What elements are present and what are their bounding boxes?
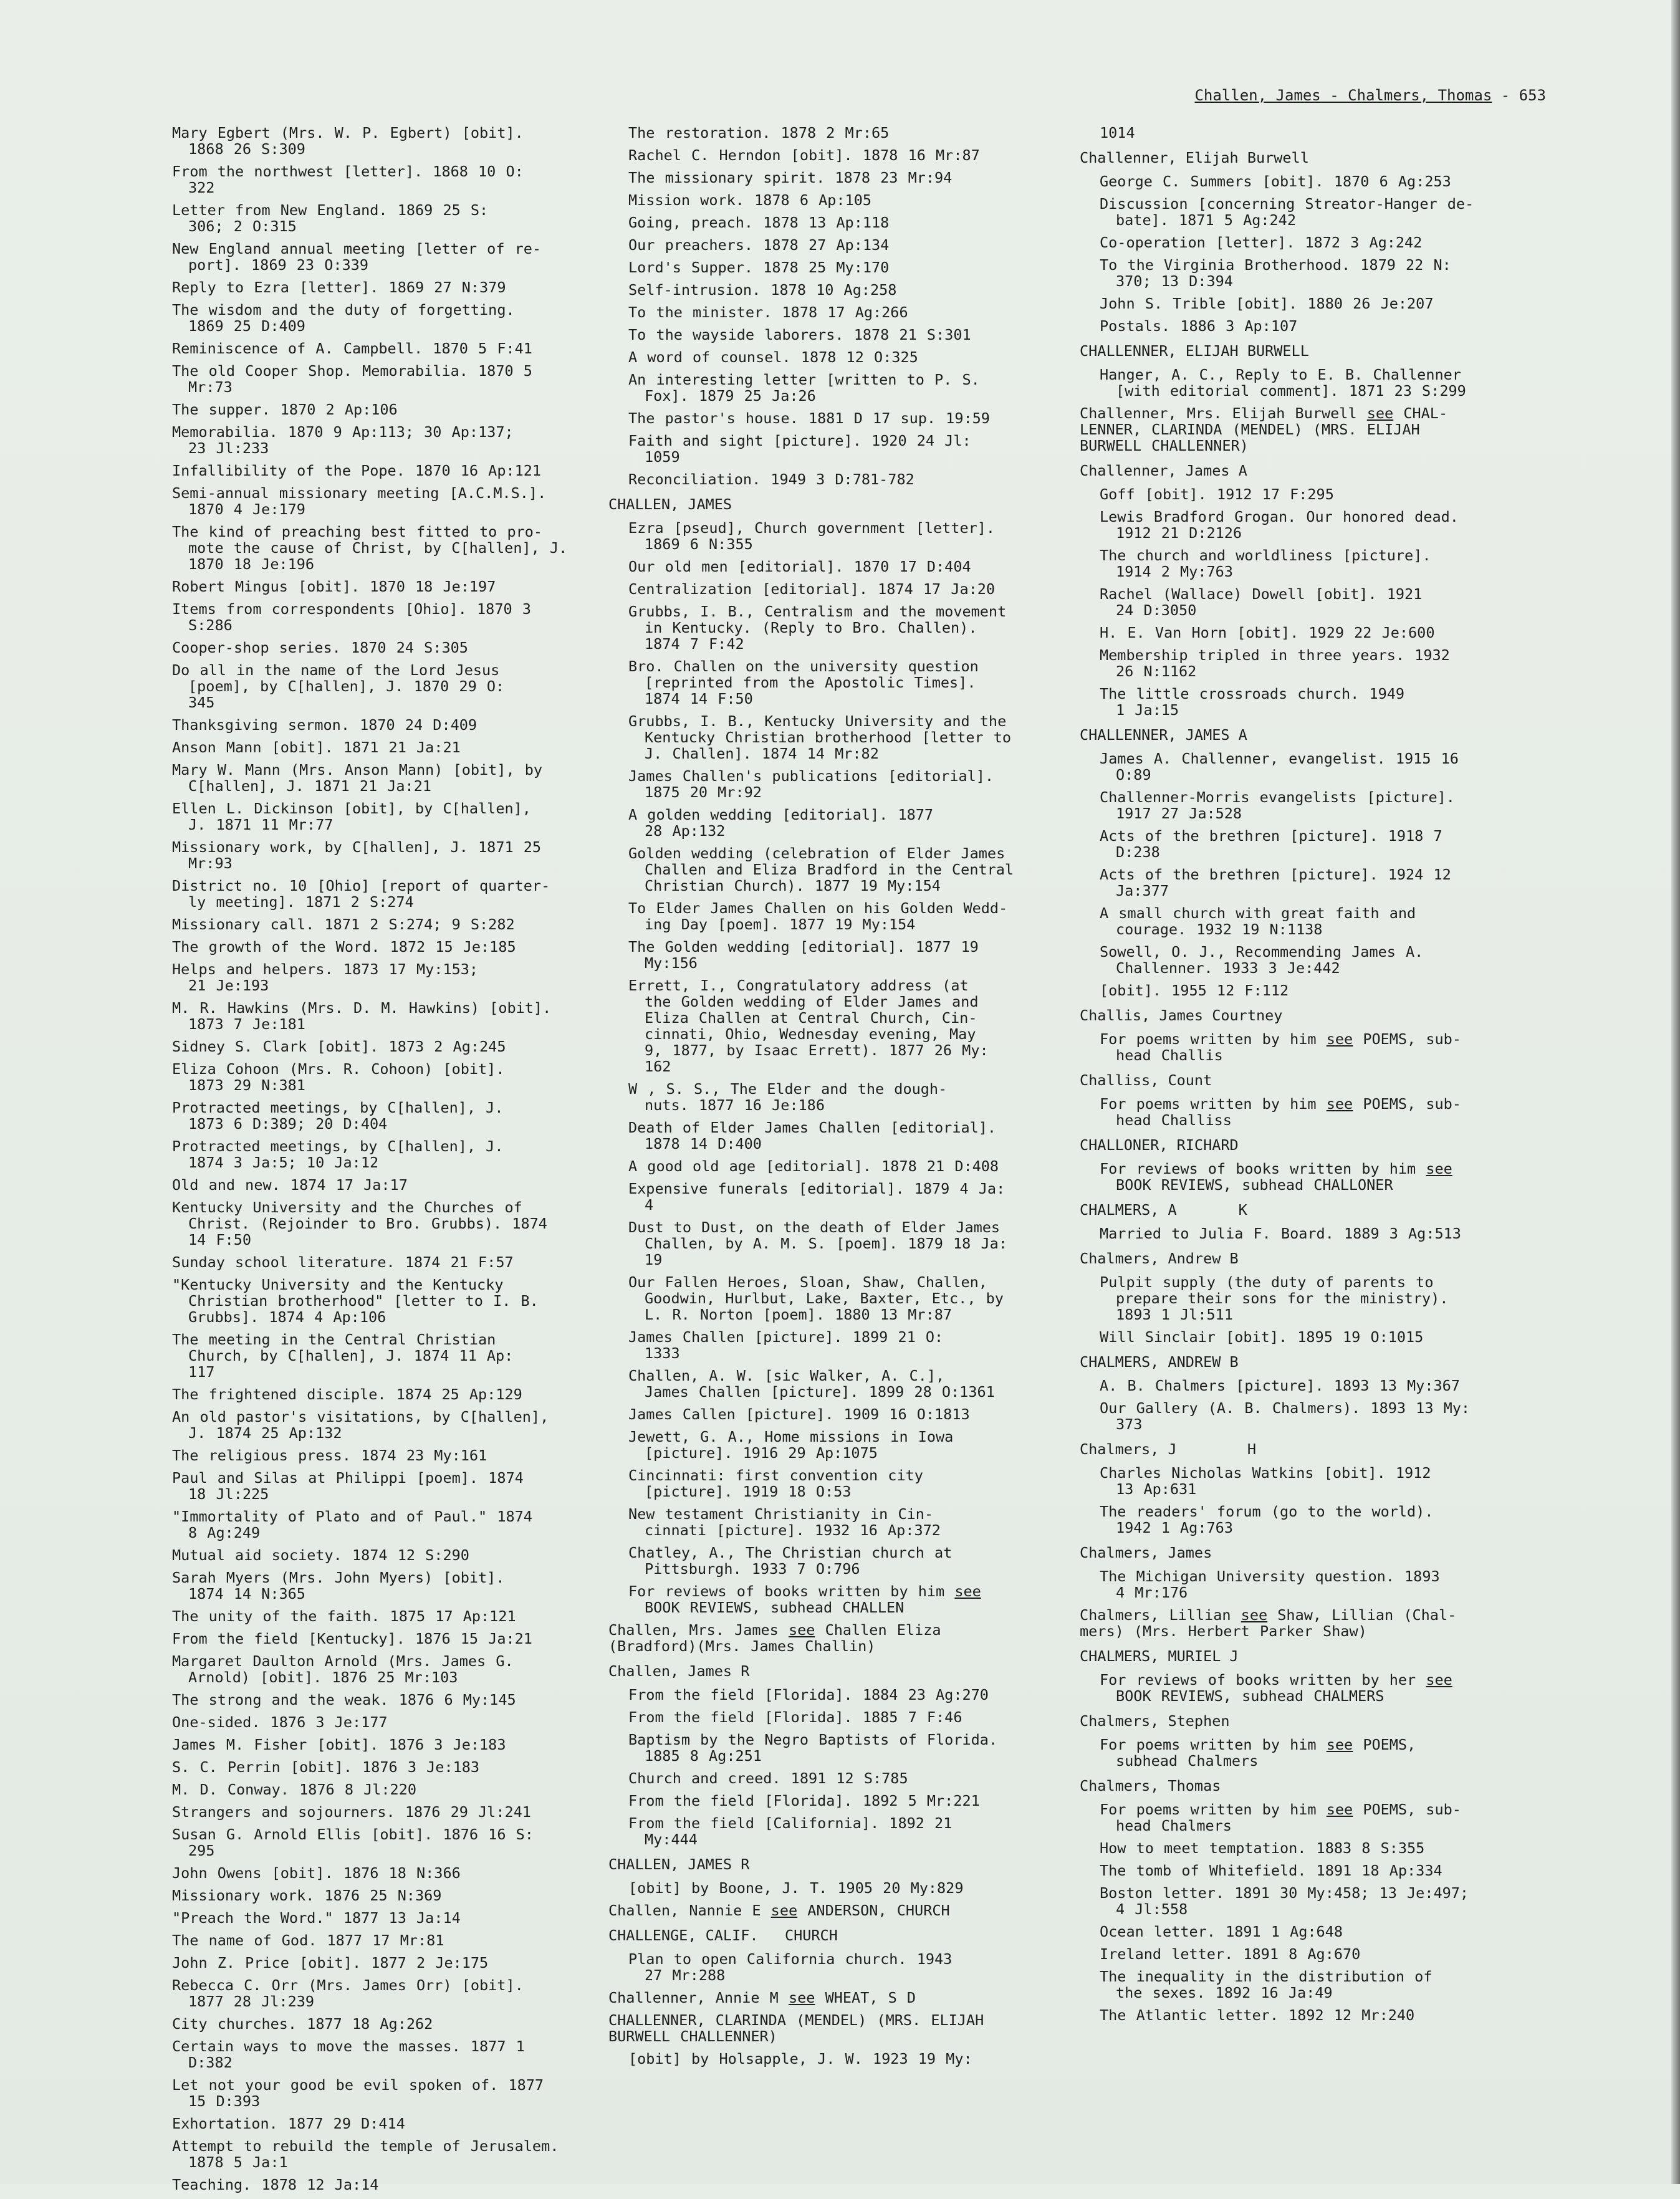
index-entry: Hanger, A. C., Reply to E. B. Challenner [with editorial comment]. 1871 23 S:299 <box>1100 366 1466 400</box>
index-entry: From the northwest [letter]. 1868 10 O: 322 <box>172 163 524 196</box>
index-entry: Going, preach. 1878 13 Ap:118 <box>628 214 890 231</box>
index-entry: M. D. Conway. 1876 8 Jl:220 <box>172 1781 417 1798</box>
running-head-separator: - <box>1492 87 1519 104</box>
index-entry: John Z. Price [obit]. 1877 2 Je:175 <box>172 1954 489 1971</box>
index-entry: Discussion [concerning Streator-Hanger de- bate]. 1871 5 Ag:242 <box>1100 195 1474 229</box>
index-entry: The meeting in the Central Christian Church, by C[hallen], J. 1874 11 Ap: 117 <box>172 1331 514 1381</box>
see-reference <box>1080 1096 1497 1128</box>
index-entry: Mutual aid society. 1874 12 S:290 <box>172 1546 469 1564</box>
index-entry: Jewett, G. A., Home missions in Iowa [picture]. 1916 29 Ap:1075 <box>628 1428 954 1462</box>
entry-list <box>608 125 1026 487</box>
index-entry: The religious press. 1874 23 My:161 <box>172 1447 487 1464</box>
heading-challen-james: CHALLEN, JAMES <box>608 496 732 513</box>
heading-challoner-richard: CHALLONER, RICHARD <box>1080 1136 1239 1154</box>
index-entry: A good old age [editorial]. 1878 21 D:408 <box>628 1157 999 1175</box>
index-entry: From the field [Kentucky]. 1876 15 Ja:21 <box>172 1630 532 1647</box>
index-entry: Lord's Supper. 1878 25 My:170 <box>628 259 890 276</box>
index-entry: City churches. 1877 18 Ag:262 <box>172 2015 433 2033</box>
index-entry: A word of counsel. 1878 12 O:325 <box>628 348 918 366</box>
index-entry: Items from correspondents [Ohio]. 1870 3 S:286 <box>172 600 531 634</box>
index-entry: From the field [Florida]. 1892 5 Mr:221 <box>628 1792 980 1809</box>
heading-chalmers-j-h: Chalmers, J H <box>1080 1440 1256 1458</box>
see-reference <box>1080 1672 1497 1704</box>
index-entry: Co-operation [letter]. 1872 3 Ag:242 <box>1100 234 1423 251</box>
entry-list <box>1080 1465 1497 1536</box>
reference-text: BOOK REVIEWS, subhead CHALLEN <box>645 1599 905 1616</box>
index-entry: Ocean letter. 1891 1 Ag:648 <box>1100 1923 1343 1940</box>
entry-list <box>608 520 1026 1577</box>
index-entry: Let not your good be evil spoken of. 1877 15 D:393 <box>172 2076 544 2110</box>
index-entry: The old Cooper Shop. Memorabilia. 1870 5 Mr:73 <box>172 362 532 396</box>
reference-text: Shaw, Lillian (Chal- mers) (Mrs. Herbert Parker Shaw) <box>1080 1606 1457 1640</box>
index-entry: [obit] by Holsapple, J. W. 1923 19 My: <box>628 2050 972 2067</box>
see-reference-heading <box>1080 405 1497 454</box>
index-entry: George C. Summers [obit]. 1870 6 Ag:253 <box>1100 173 1451 190</box>
heading-chalmers-james: Chalmers, James <box>1080 1544 1212 1561</box>
reference-text: WHEAT, S D <box>815 1989 916 2006</box>
index-entry: Centralization [editorial]. 1874 17 Ja:20 <box>628 580 996 598</box>
index-entry: Faith and sight [picture]. 1920 24 Jl: 1059 <box>628 432 971 466</box>
heading-chalmers-thomas: Chalmers, Thomas <box>1080 1777 1221 1794</box>
index-entry: The readers' forum (go to the world). 1942 1 Ag:763 <box>1100 1503 1434 1536</box>
index-entry: Our old men [editorial]. 1870 17 D:404 <box>628 558 971 575</box>
index-entry: To the minister. 1878 17 Ag:266 <box>628 304 908 321</box>
see-keyword: see <box>788 1989 815 2006</box>
index-entry: The name of God. 1877 17 Mr:81 <box>172 1932 444 1949</box>
index-entry: An interesting letter [written to P. S. Fox]. 1879 25 Ja:26 <box>628 371 980 405</box>
index-entry: Charles Nicholas Watkins [obit]. 1912 13 Ap:631 <box>1100 1464 1431 1498</box>
index-entry: The little crossroads church. 1949 1 Ja:15 <box>1100 685 1405 719</box>
index-entry: James Challen [picture]. 1899 21 O: 1333 <box>628 1328 944 1362</box>
reference-text: BOOK REVIEWS, subhead CHALMERS <box>1116 1687 1385 1705</box>
heading-chalmers-stephen: Chalmers, Stephen <box>1080 1712 1230 1730</box>
index-entry: Married to Julia F. Board. 1889 3 Ag:513 <box>1100 1225 1461 1242</box>
index-entry: Sunday school literature. 1874 21 F:57 <box>172 1253 514 1271</box>
index-entry: To the wayside laborers. 1878 21 S:301 <box>628 326 971 343</box>
index-entry: Our Fallen Heroes, Sloan, Shaw, Challen, Goodwin, Hurlbut, Lake, Baxter, Etc., by L. R. Norton [poem]. 1880 13 Mr:87 <box>628 1273 1004 1323</box>
index-entry: Grubbs, I. B., Kentucky University and the Kentucky Christian brotherhood [letter to J. Challen]. 1874 14 Mr:82 <box>628 712 1012 762</box>
index-entry: A. B. Chalmers [picture]. 1893 13 My:367 <box>1100 1377 1460 1394</box>
see-keyword: see <box>1366 405 1394 422</box>
see-keyword: see <box>770 1902 798 1919</box>
index-entry: Semi-annual missionary meeting [A.C.M.S.]. 1870 4 Je:179 <box>172 484 547 518</box>
index-entry: To the Virginia Brotherhood. 1879 22 N: 370; 13 D:394 <box>1100 256 1451 290</box>
index-entry: From the field [California]. 1892 21 My:444 <box>628 1814 953 1848</box>
index-entry: Rachel C. Herndon [obit]. 1878 16 Mr:87 <box>628 146 980 164</box>
see-reference <box>1080 1737 1497 1769</box>
see-keyword: see <box>1241 1606 1268 1624</box>
continued-page-ref: 1014 <box>1100 124 1135 141</box>
heading-challis-james: Challis, James Courtney <box>1080 1007 1283 1024</box>
index-entry: The Atlantic letter. 1892 12 Mr:240 <box>1100 2006 1415 2024</box>
index-entry: Paul and Silas at Philippi [poem]. 1874 18 Jl:225 <box>172 1469 524 1503</box>
index-entry: Membership tripled in three years. 1932 26 N:1162 <box>1100 646 1450 680</box>
reference-text: BOOK REVIEWS, subhead CHALLONER <box>1116 1176 1393 1194</box>
entry-list <box>1080 1840 1497 2023</box>
index-entry: Church and creed. 1891 12 S:785 <box>628 1770 908 1787</box>
index-entry: Postals. 1886 3 Ap:107 <box>1100 317 1298 335</box>
index-entry: H. E. Van Horn [obit]. 1929 22 Je:600 <box>1100 624 1435 641</box>
index-entry: Protracted meetings, by C[hallen], J. 1874 3 Ja:5; 10 Ja:12 <box>172 1138 504 1171</box>
index-entry: James A. Challenner, evangelist. 1915 16 O:89 <box>1100 750 1459 783</box>
index-entry: Protracted meetings, by C[hallen], J. 1873 6 D:389; 20 D:404 <box>172 1099 504 1133</box>
index-entry: New England annual meeting [letter of re- port]. 1869 23 O:339 <box>172 240 542 274</box>
index-entry: Attempt to rebuild the temple of Jerusalem. 1878 5 Ja:1 <box>172 2137 559 2171</box>
reference-text: For poems written by him <box>1100 1801 1327 1818</box>
index-entry: [obit]. 1955 12 F:112 <box>1100 982 1289 999</box>
index-entry: Certain ways to move the masses. 1877 1 D:382 <box>172 2038 525 2071</box>
index-entry: Rachel (Wallace) Dowell [obit]. 1921 24 D:3050 <box>1100 585 1423 619</box>
index-entry: Our preachers. 1878 27 Ap:134 <box>628 236 890 254</box>
index-entry: Missionary work. 1876 25 N:369 <box>172 1887 442 1904</box>
index-entry: Do all in the name of the Lord Jesus [poem], by C[hallen], J. 1870 29 O: 345 <box>172 661 505 711</box>
index-entry: The church and worldliness [picture]. 1914 2 My:763 <box>1100 547 1431 580</box>
index-entry: Dust to Dust, on the death of Elder James Challen, by A. M. S. [poem]. 1879 18 Ja: 19 <box>628 1219 1007 1268</box>
index-entry: James Callen [picture]. 1909 16 O:1813 <box>628 1406 970 1423</box>
index-entry: Sowell, O. J., Recommending James A. Challenner. 1933 3 Je:442 <box>1100 943 1424 977</box>
index-entry: District no. 10 [Ohio] [report of quarter- ly meeting]. 1871 2 S:274 <box>172 877 550 911</box>
index-entry: James M. Fisher [obit]. 1876 3 Je:183 <box>172 1736 506 1753</box>
reference-text: Challen, Mrs. James <box>608 1621 789 1639</box>
reference-text: POEMS, sub- head Challiss <box>1116 1095 1461 1129</box>
index-entry: The Michigan University question. 1893 4 Mr:176 <box>1100 1568 1440 1601</box>
column-2 <box>608 125 1026 2073</box>
index-entry: Self-intrusion. 1878 10 Ag:258 <box>628 281 897 299</box>
index-entry: Lewis Bradford Grogan. Our honored dead. 1912 21 D:2126 <box>1100 508 1459 542</box>
index-entry: A golden wedding [editorial]. 1877 28 Ap:132 <box>628 806 934 840</box>
heading-chalmers-a-k: CHALMERS, A K <box>1080 1201 1247 1219</box>
running-head-names: Challen, James - Chalmers, Thomas <box>1194 87 1492 104</box>
entry-list <box>1080 750 1497 999</box>
index-entry: Memorabilia. 1870 9 Ap:113; 30 Ap:137; 23 Jl:233 <box>172 423 514 457</box>
index-entry: Susan G. Arnold Ellis [obit]. 1876 16 S: 295 <box>172 1826 534 1859</box>
entry-list <box>152 125 570 2193</box>
index-entry: Mission work. 1878 6 Ap:105 <box>628 191 872 209</box>
index-entry: Errett, I., Congratulatory address (at the Golden wedding of Elder James and Eliza Challen at Central Church, Cin- cinnati, Ohio, Wednesday evening, May 9, 1877, by Isaac Errett). 1877 26 My: 162 <box>628 977 989 1075</box>
index-entry: The kind of preaching best fitted to pro- mote the cause of Christ, by C[hallen], J. 1870 18 Je:196 <box>172 523 568 573</box>
page-number: 653 <box>1519 87 1546 104</box>
index-entry: The strong and the weak. 1876 6 My:145 <box>172 1691 516 1708</box>
index-entry: Rebecca C. Orr (Mrs. James Orr) [obit]. 1877 28 Jl:239 <box>172 1976 524 2010</box>
index-entry: The growth of the Word. 1872 15 Je:185 <box>172 938 516 956</box>
index-entry: Ireland letter. 1891 8 Ag:670 <box>1100 1945 1361 1963</box>
see-keyword: see <box>1326 1030 1353 1048</box>
index-entry: "Immortality of Plato and of Paul." 1874 8 Ag:249 <box>172 1508 532 1541</box>
index-entry: Kentucky University and the Churches of Christ. (Rejoinder to Bro. Grubbs). 1874 14 F:50 <box>172 1199 547 1248</box>
index-entry: Baptism by the Negro Baptists of Florida. 1885 8 Ag:251 <box>628 1731 998 1765</box>
index-entry: Expensive funerals [editorial]. 1879 4 Ja: 4 <box>628 1180 1006 1214</box>
reference-text: Chalmers, Lillian <box>1080 1606 1241 1624</box>
heading-chalmers-andrew: Chalmers, Andrew B <box>1080 1250 1239 1267</box>
index-entry: "Kentucky University and the Kentucky Christian brotherhood" [letter to I. B. Grubbs]. 1874 4 Ap:106 <box>172 1276 539 1326</box>
index-entry: Teaching. 1878 12 Ja:14 <box>172 2176 379 2193</box>
reference-text: For reviews of books written by him <box>1100 1160 1426 1177</box>
reference-text: For poems written by him <box>1100 1095 1327 1113</box>
index-entry: How to meet temptation. 1883 8 S:355 <box>1100 1839 1425 1857</box>
index-entry: Acts of the brethren [picture]. 1918 7 D:238 <box>1100 827 1442 861</box>
index-entry: Letter from New England. 1869 25 S: 306; 2 O:315 <box>172 201 489 235</box>
index-entry: The frightened disciple. 1874 25 Ap:129 <box>172 1386 522 1403</box>
index-entry: The inequality in the distribution of the sexes. 1892 16 Ja:49 <box>1100 1968 1433 2001</box>
entry-list <box>1080 1274 1497 1345</box>
see-keyword: see <box>954 1583 981 1600</box>
see-keyword: see <box>1426 1160 1452 1177</box>
index-entry: M. R. Hawkins (Mrs. D. M. Hawkins) [obit]. 1873 7 Je:181 <box>172 999 552 1033</box>
index-entry: Cincinnati: first convention city [picture]. 1919 18 O:53 <box>628 1467 923 1500</box>
index-entry: The Golden wedding [editorial]. 1877 19 My:156 <box>628 938 979 972</box>
index-entry: Grubbs, I. B., Centralism and the movement in Kentucky. (Reply to Bro. Challen). 1874 7 F:42 <box>628 603 1007 653</box>
index-entry: A small church with great faith and courage. 1932 19 N:1138 <box>1100 904 1416 938</box>
see-reference-heading <box>608 1622 1026 1654</box>
index-entry: Margaret Daulton Arnold (Mrs. James G. Arnold) [obit]. 1876 25 Mr:103 <box>172 1652 514 1686</box>
reference-text: POEMS, sub- head Challis <box>1116 1030 1461 1064</box>
see-reference <box>1080 1161 1497 1193</box>
index-entry: Ellen L. Dickinson [obit], by C[hallen], J. 1871 11 Mr:77 <box>172 800 531 833</box>
index-entry: Robert Mingus [obit]. 1870 18 Je:197 <box>172 578 496 595</box>
index-entry: Pulpit supply (the duty of parents to prepare their sons for the ministry). 1893 1 Jl:511 <box>1100 1273 1449 1323</box>
entry-list <box>1080 486 1497 718</box>
entry-list <box>1080 1377 1497 1432</box>
entry-list <box>608 1687 1026 1847</box>
index-entry: To Elder James Challen on his Golden Wedd- ing Day [poem]. 1877 19 My:154 <box>628 899 1008 933</box>
index-entry: From the field [Florida]. 1884 23 Ag:270 <box>628 1686 989 1703</box>
see-reference <box>1080 1031 1497 1063</box>
reference-text: ANDERSON, CHURCH <box>797 1902 950 1919</box>
heading-challenner-james-a-caps: CHALLENNER, JAMES A <box>1080 726 1247 744</box>
reference-text: For reviews of books written by him <box>628 1583 955 1600</box>
index-entry: Helps and helpers. 1873 17 My:153; 21 Je:193 <box>172 961 479 994</box>
entry-list <box>1080 173 1497 334</box>
column-3 <box>1080 125 1497 2029</box>
index-entry: Thanksgiving sermon. 1870 24 D:409 <box>172 716 478 734</box>
page-edge <box>1671 0 1680 2184</box>
index-entry: Missionary work, by C[hallen], J. 1871 25 Mr:93 <box>172 838 542 872</box>
see-reference-heading <box>1080 1607 1497 1639</box>
index-entry: The supper. 1870 2 Ap:106 <box>172 401 398 418</box>
index-entry: Mary Egbert (Mrs. W. P. Egbert) [obit]. 1868 26 S:309 <box>172 124 524 158</box>
see-reference <box>1080 1801 1497 1834</box>
index-entry: S. C. Perrin [obit]. 1876 3 Je:183 <box>172 1758 480 1776</box>
index-entry: Will Sinclair [obit]. 1895 19 O:1015 <box>1100 1328 1424 1346</box>
running-head <box>1159 86 1546 105</box>
reference-text: POEMS, sub- head Chalmers <box>1116 1801 1461 1834</box>
index-entry: "Preach the Word." 1877 13 Ja:14 <box>172 1909 461 1927</box>
see-keyword: see <box>1326 1095 1353 1113</box>
index-entry: The unity of the faith. 1875 17 Ap:121 <box>172 1607 516 1625</box>
see-keyword: see <box>1326 1801 1353 1818</box>
index-entry: Acts of the brethren [picture]. 1924 12 Ja:377 <box>1100 866 1451 899</box>
index-entry: Missionary call. 1871 2 S:274; 9 S:282 <box>172 916 515 933</box>
index-entry: Strangers and sojourners. 1876 29 Jl:241 <box>172 1803 531 1821</box>
see-keyword: see <box>1426 1671 1452 1689</box>
index-entry: Exhortation. 1877 29 D:414 <box>172 2115 405 2132</box>
index-entry: Anson Mann [obit]. 1871 21 Ja:21 <box>172 739 461 756</box>
index-entry: Goff [obit]. 1912 17 F:295 <box>1100 486 1334 503</box>
index-entry: Sidney S. Clark [obit]. 1873 2 Ag:245 <box>172 1038 506 1055</box>
heading-challenner-elijah-caps: CHALLENNER, ELIJAH BURWELL <box>1080 342 1309 360</box>
index-entry: [obit] by Boone, J. T. 1905 20 My:829 <box>628 1879 964 1897</box>
see-keyword: see <box>1326 1736 1353 1753</box>
heading-challen-james-r-caps: CHALLEN, JAMES R <box>608 1856 750 1873</box>
index-entry: The restoration. 1878 2 Mr:65 <box>628 124 890 141</box>
index-entry: Reply to Ezra [letter]. 1869 27 N:379 <box>172 279 506 296</box>
index-entry: Eliza Cohoon (Mrs. R. Cohoon) [obit]. 1873 29 N:381 <box>172 1060 505 1094</box>
index-entry: John Owens [obit]. 1876 18 N:366 <box>172 1864 461 1882</box>
reference-text: Challen Eliza (Bradford)(Mrs. James Challin) <box>608 1621 941 1655</box>
index-entry: An old pastor's visitations, by C[hallen], J. 1874 25 Ap:132 <box>172 1408 549 1442</box>
column-1 <box>152 125 570 2199</box>
index-entry: Bro. Challen on the university question [reprinted from the Apostolic Times]. 1874 14 F:50 <box>628 658 979 707</box>
reference-text: POEMS, subhead Chalmers <box>1116 1736 1416 1770</box>
index-entry: Plan to open California church. 1943 27 Mr:288 <box>628 1950 953 1984</box>
index-entry: One-sided. 1876 3 Je:177 <box>172 1713 388 1731</box>
index-entry: Death of Elder James Challen [editorial]. 1878 14 D:400 <box>628 1119 997 1152</box>
index-entry: Old and new. 1874 17 Ja:17 <box>172 1176 408 1194</box>
reference-text: For reviews of books written by her <box>1100 1671 1426 1689</box>
index-entry: Reconciliation. 1949 3 D:781-782 <box>628 471 914 488</box>
index-entry: Reminiscence of A. Campbell. 1870 5 F:41 <box>172 340 532 357</box>
reference-text: Challenner, Mrs. Elijah Burwell <box>1080 405 1367 422</box>
reference-text: Challenner, Annie M <box>608 1989 789 2006</box>
index-entry: James Challen's publications [editorial]. 1875 20 Mr:92 <box>628 767 994 801</box>
heading-challenner-elijah: Challenner, Elijah Burwell <box>1080 149 1309 166</box>
index-entry: John S. Trible [obit]. 1880 26 Je:207 <box>1100 295 1434 312</box>
reference-text: CHAL- LENNER, CLARINDA (MENDEL) (MRS. ELIJAH BURWELL CHALLENNER) <box>1080 405 1448 454</box>
see-reference <box>608 1583 1026 1616</box>
index-entry: Cooper-shop series. 1870 24 S:305 <box>172 639 468 656</box>
see-reference-heading <box>608 1902 1026 1919</box>
heading-challenner-james-a: Challenner, James A <box>1080 462 1247 479</box>
index-entry: Sarah Myers (Mrs. John Myers) [obit]. 1874 14 N:365 <box>172 1569 505 1603</box>
heading-chalmers-andrew-caps: CHALMERS, ANDREW B <box>1080 1353 1239 1371</box>
index-entry: Ezra [pseud], Church government [letter]. 1869 6 N:355 <box>628 519 996 553</box>
index-entry: Infallibility of the Pope. 1870 16 Ap:121 <box>172 462 542 479</box>
index-entry: Chatley, A., The Christian church at Pittsburgh. 1933 7 O:796 <box>628 1544 953 1578</box>
index-entry: The wisdom and the duty of forgetting. 1869 25 D:409 <box>172 301 515 335</box>
index-entry: Our Gallery (A. B. Chalmers). 1893 13 My: 373 <box>1100 1399 1471 1433</box>
index-entry: W , S. S., The Elder and the dough- nuts. 1877 16 Je:186 <box>628 1080 948 1114</box>
index-entry: Mary W. Mann (Mrs. Anson Mann) [obit], by C[hallen], J. 1871 21 Ja:21 <box>172 761 543 795</box>
heading-challenge-calif: CHALLENGE, CALIF. CHURCH <box>608 1927 838 1944</box>
index-entry: Golden wedding (celebration of Elder James Challen and Eliza Bradford in the Central Christian Church). 1877 19 My:154 <box>628 845 1014 894</box>
index-entry: The pastor's house. 1881 D 17 sup. 19:59 <box>628 410 990 427</box>
heading-chalmers-muriel: CHALMERS, MURIEL J <box>1080 1647 1239 1665</box>
index-entry: New testament Christianity in Cin- cinnati [picture]. 1932 16 Ap:372 <box>628 1505 941 1539</box>
index-entry: The tomb of Whitefield. 1891 18 Ap:334 <box>1100 1862 1442 1879</box>
heading-challenner-clarinda: CHALLENNER, CLARINDA (MENDEL) (MRS. ELIJAH BURWELL CHALLENNER) <box>608 2011 984 2045</box>
see-keyword: see <box>788 1621 815 1639</box>
heading-challen-james-r: Challen, James R <box>608 1662 750 1680</box>
reference-text: For poems written by him <box>1100 1736 1327 1753</box>
see-reference-heading <box>608 1990 1026 2006</box>
index-entry: Boston letter. 1891 30 My:458; 13 Je:497; 4 Jl:558 <box>1100 1884 1469 1918</box>
index-entry: Challenner-Morris evangelists [picture]. 1917 27 Ja:528 <box>1100 788 1455 822</box>
reference-text: For poems written by him <box>1100 1030 1327 1048</box>
reference-text: Challen, Nannie E <box>608 1902 771 1919</box>
index-entry: Challen, A. W. [sic Walker, A. C.], James Challen [picture]. 1899 28 O:1361 <box>628 1367 995 1401</box>
index-entry: From the field [Florida]. 1885 7 F:46 <box>628 1708 962 1726</box>
heading-challiss-count: Challiss, Count <box>1080 1071 1212 1089</box>
index-entry: The missionary spirit. 1878 23 Mr:94 <box>628 169 953 186</box>
